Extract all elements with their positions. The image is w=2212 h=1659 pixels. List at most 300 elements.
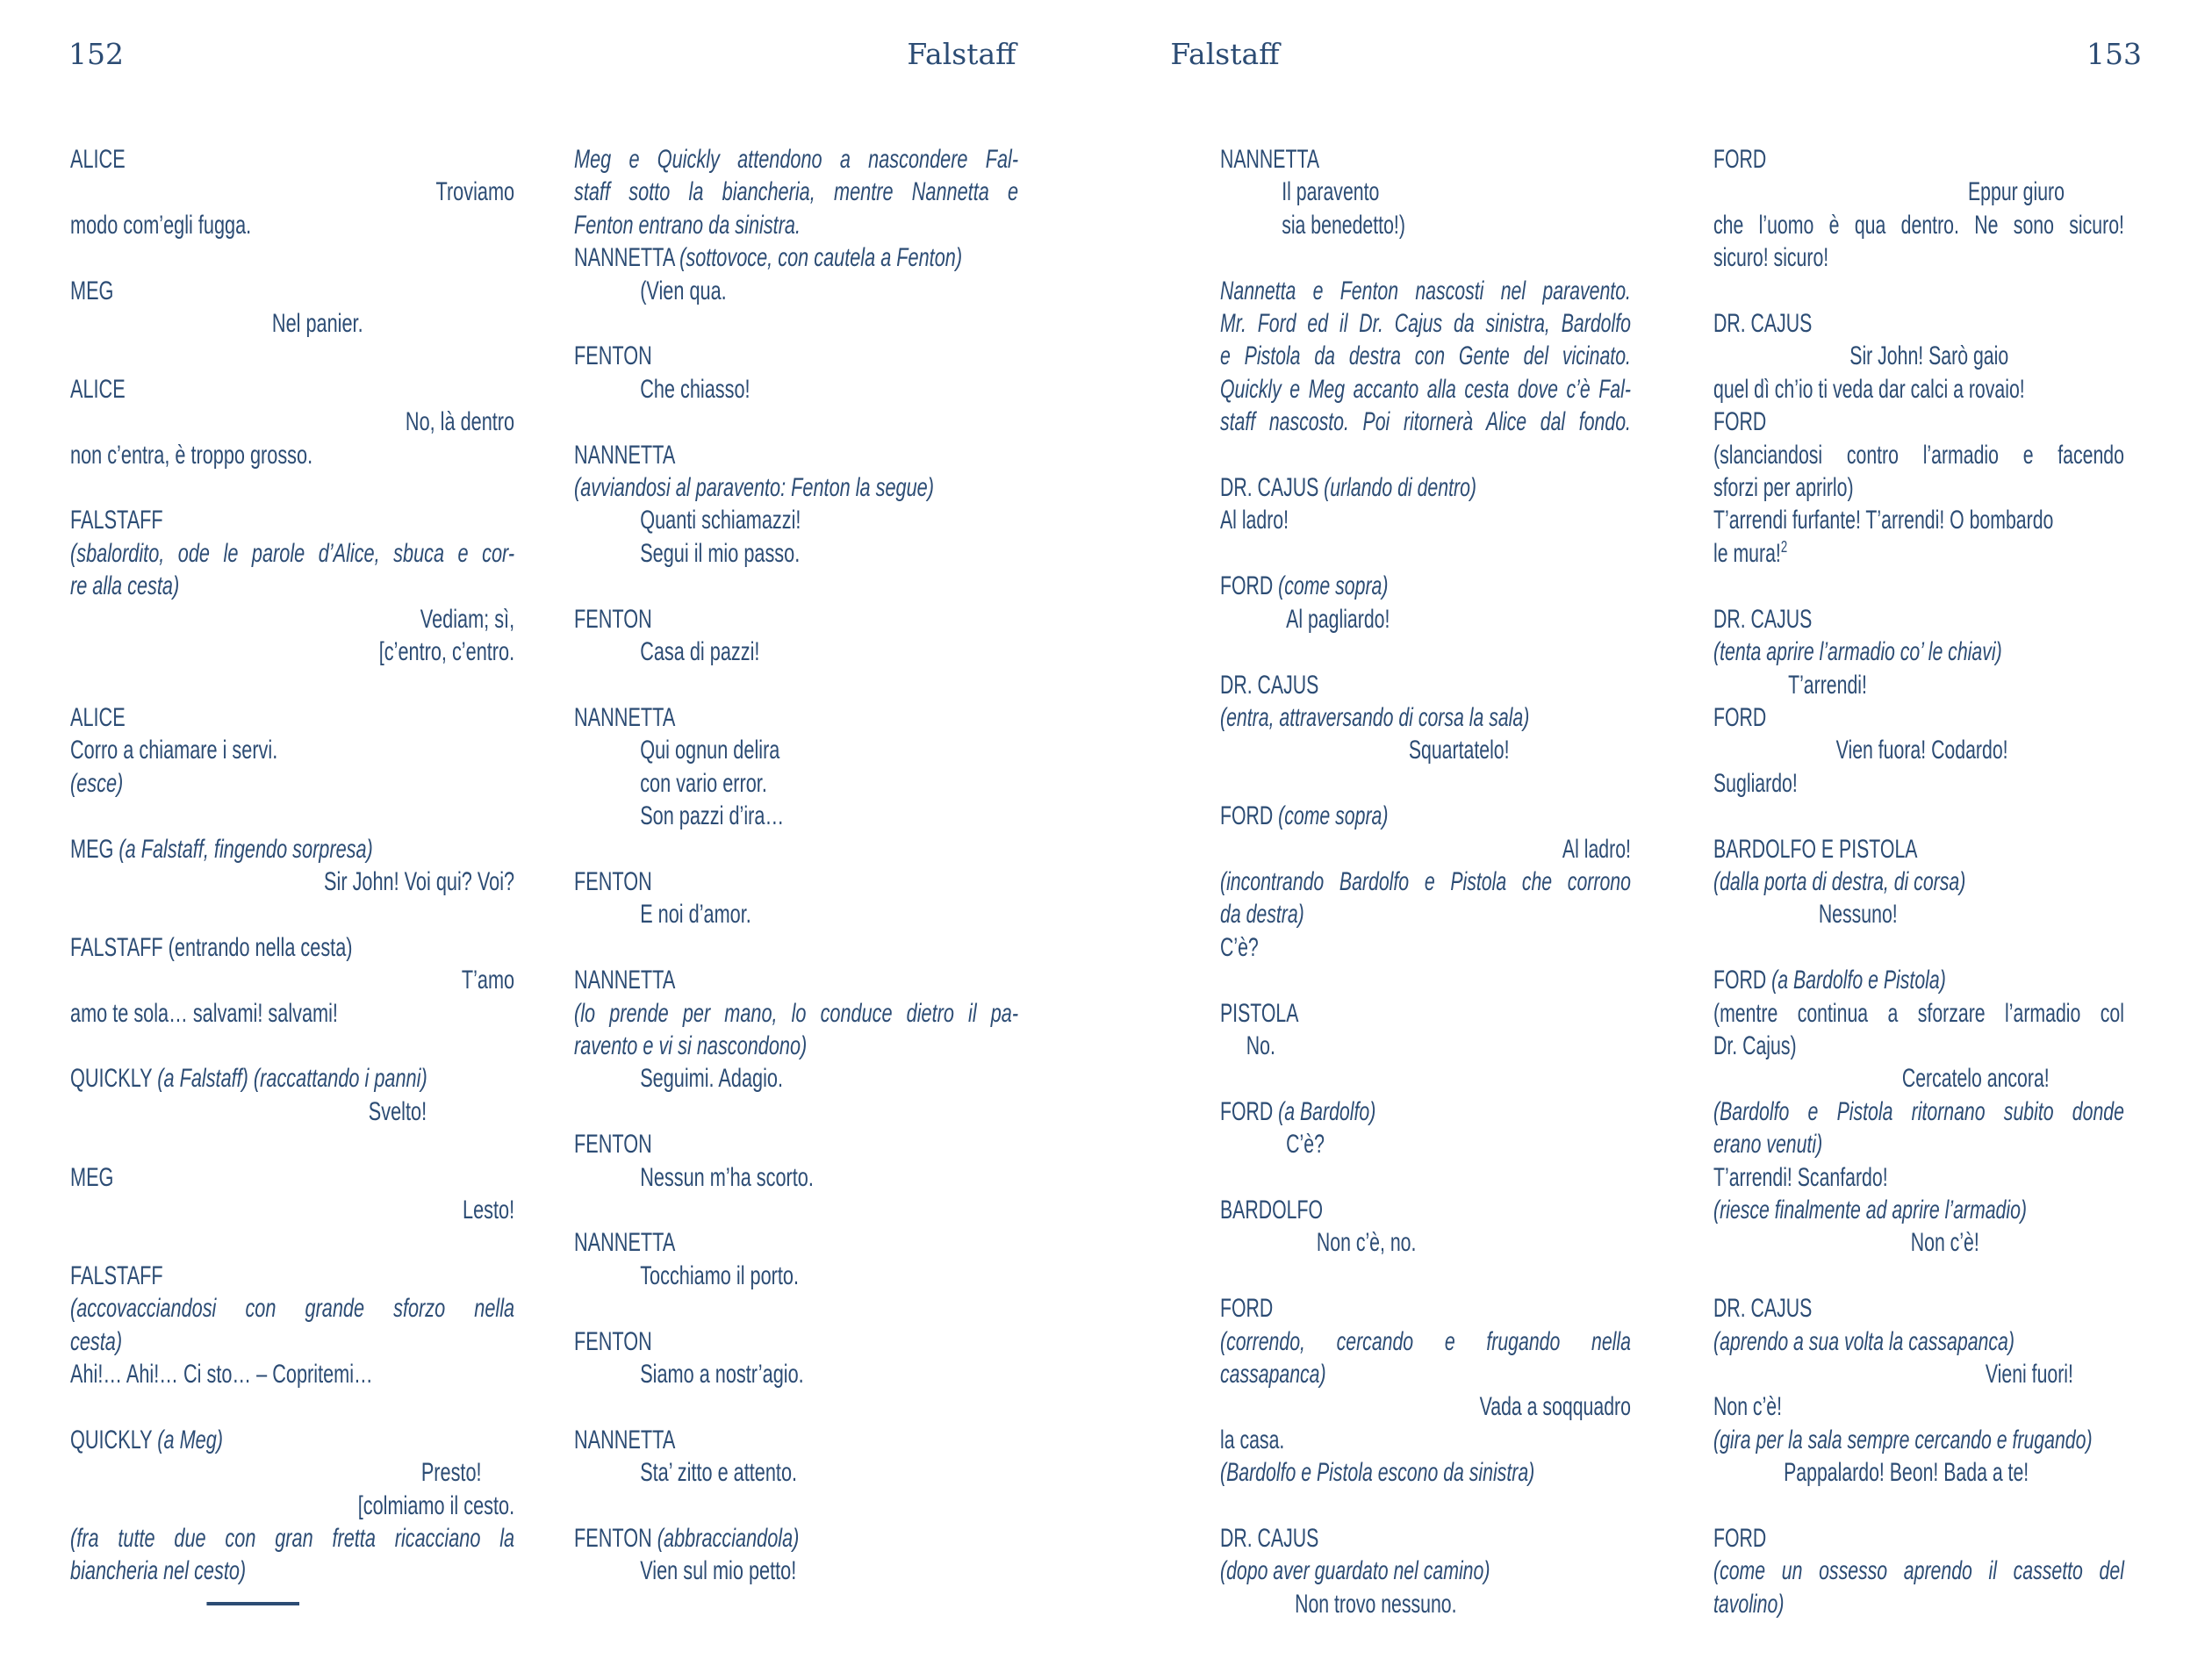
speaker-line <box>1220 1194 1631 1226</box>
stage-direction-line <box>70 1522 514 1555</box>
speaker-line <box>1220 997 1631 1030</box>
blank-line <box>1220 439 1631 471</box>
dialog-text: Pappalardo! Beon! Bada a te! <box>1784 1458 2029 1488</box>
stage-direction-line <box>70 1325 514 1358</box>
verse-line <box>1713 537 2124 570</box>
stage-direction: biancheria nel cesto) <box>70 1556 247 1586</box>
verse-line <box>1220 833 1631 865</box>
stage-direction: ravento e vi si nascondono) <box>574 1031 808 1060</box>
speaker-line <box>70 1161 514 1194</box>
speaker-line <box>574 439 1018 471</box>
dialog-text: modo com’egli fugga. <box>70 210 252 240</box>
stage-direction-line <box>1713 636 2124 668</box>
verse-line <box>70 964 514 996</box>
blank-line <box>1220 537 1631 570</box>
stage-direction: da destra) <box>1220 900 1304 930</box>
dialog-text: amo te sola… salvami! salvami! <box>70 998 338 1028</box>
speaker-line <box>574 241 1018 274</box>
stage-direction: Meg e Quickly attendono a nascondere Fal- <box>574 145 1019 174</box>
dialog-text: Nessuno! <box>1818 900 1898 930</box>
dialog-text: la casa. <box>1220 1425 1285 1454</box>
dialog-text: [c’entro, c’entro. <box>378 637 515 667</box>
stage-direction: (accovacciandosi con grande sforzo nella <box>70 1294 515 1324</box>
verse-line <box>574 734 1018 766</box>
blank-line <box>1220 1161 1631 1194</box>
blank-line <box>574 669 1018 701</box>
speaker-name: NANNETTA <box>574 1425 676 1454</box>
dialog-text: Sir John! Sarò gaio <box>1849 341 2009 371</box>
stage-direction: e Pistola da destra con Gente del vicinato. <box>1220 341 1631 371</box>
dialog-text: Vien sul mio petto! <box>640 1556 797 1586</box>
stage-direction-line <box>574 471 1018 504</box>
blank-line <box>574 1095 1018 1128</box>
dialog-text: Nessun m’ha scorto. <box>640 1162 814 1192</box>
speaker-name: ALICE <box>70 374 126 404</box>
stage-direction-line <box>1220 865 1631 898</box>
dialog-text: Tocchiamo il porto. <box>640 1260 800 1290</box>
stage-direction: staff nascosto. Poi ritornerà Alice dal fondo. <box>1220 407 1631 437</box>
speaker-name: DR. CAJUS <box>1220 670 1319 700</box>
dialog-text: Vien fuora! Codardo! <box>1835 736 2008 765</box>
speaker-line <box>574 701 1018 734</box>
speaker-name: DR. CAJUS <box>1713 309 1813 339</box>
divider-rule <box>206 1602 299 1605</box>
stage-direction-line <box>574 1030 1018 1062</box>
speaker-name: FORD <box>1220 1294 1274 1324</box>
dialog-text: T’arrendi furfante! T’arrendi! O bombardo <box>1713 506 2054 535</box>
dialog-text: sforzi per aprirlo) <box>1713 473 1854 503</box>
speaker-name: FORD <box>1713 407 1767 437</box>
stage-direction: (gira per la sala sempre cercando e frugando) <box>1713 1425 2093 1454</box>
speaker-line <box>70 1062 514 1095</box>
speaker-name: NANNETTA <box>1220 145 1320 174</box>
section-divider <box>70 1588 514 1620</box>
stage-direction-line <box>574 176 1018 208</box>
speaker-name: FORD <box>1220 571 1279 601</box>
stage-direction: (Bardolfo e Pistola ritornano subito donde <box>1713 1096 2124 1126</box>
stage-direction: (riesce finalmente ad aprire l’armadio) <box>1713 1196 2028 1224</box>
speaker-line <box>574 1128 1018 1160</box>
stage-direction-line <box>574 997 1018 1030</box>
speaker-line <box>1220 143 1631 176</box>
speaker-name: NANNETTA <box>574 243 680 273</box>
speaker-name: DR. CAJUS <box>1220 1524 1319 1554</box>
speaker-name: BARDOLFO E PISTOLA <box>1713 834 1918 864</box>
speaker-name: FORD <box>1220 801 1279 831</box>
verse-line <box>574 800 1018 832</box>
stage-direction-line <box>574 143 1018 176</box>
stage-direction: (sottovoce, con cautela a Fenton) <box>679 243 963 273</box>
dialog-text: Al ladro! <box>1562 834 1631 864</box>
stage-direction: (dopo aver guardato nel camino) <box>1220 1556 1490 1586</box>
speaker-name: QUICKLY <box>70 1425 158 1454</box>
verse-line <box>574 1555 1018 1587</box>
stage-direction-line <box>1220 373 1631 406</box>
speaker-name: NANNETTA <box>574 702 676 732</box>
speaker-name: ALICE <box>70 702 126 732</box>
speaker-line <box>574 340 1018 372</box>
dialog-text: C’è? <box>1286 1130 1325 1160</box>
dialog-text: (mentre continua a sforzare l’armadio col <box>1713 998 2124 1028</box>
verse-line <box>1220 1030 1631 1062</box>
dialog-text: Non trovo nessuno. <box>1295 1589 1457 1619</box>
speaker-name: FORD <box>1713 1524 1767 1554</box>
dialog-text: non c’entra, è troppo grosso. <box>70 440 313 470</box>
verse-line <box>70 1456 514 1489</box>
libretto-column <box>1220 143 1631 1620</box>
dialog-text: Corro a chiamare i servi. <box>70 736 278 765</box>
verse-line <box>70 603 514 636</box>
stage-direction: (a Falstaff) (raccattando i panni) <box>157 1064 427 1094</box>
verse-line <box>574 1358 1018 1390</box>
speaker-line <box>1713 833 2124 865</box>
verse-line <box>574 898 1018 930</box>
verse-line <box>1713 439 2124 471</box>
speaker-line <box>1220 800 1631 832</box>
speaker-line <box>70 1424 514 1456</box>
speaker-name: FORD <box>1713 966 1772 995</box>
speaker-name: FALSTAFF <box>70 506 163 535</box>
stage-direction-line <box>1713 865 2124 898</box>
dialog-text <box>1780 536 1788 568</box>
blank-line <box>574 1490 1018 1522</box>
dialog-text: (entrando nella cesta) <box>168 932 353 962</box>
dialog-text: Sir John! Voi qui? Voi? <box>324 866 515 896</box>
verse-line <box>1713 1358 2124 1390</box>
verse-line <box>1713 471 2124 504</box>
speaker-line <box>574 1522 1018 1555</box>
verse-line <box>70 1358 514 1390</box>
verse-line <box>1713 669 2124 701</box>
dialog-text: Vediam; sì, <box>420 604 515 634</box>
stage-direction: (incontrando Bardolfo e Pistola che corrono <box>1220 866 1631 896</box>
dialog-text: Che chiasso! <box>640 374 750 404</box>
dialog-text: Ahi!… Ahi!… Ci sto… – Copritemi… <box>70 1360 373 1390</box>
stage-direction-line <box>1220 340 1631 372</box>
running-head: Falstaff <box>907 37 1016 71</box>
blank-line <box>1713 275 2124 307</box>
dialog-text: Casa di pazzi! <box>640 637 760 667</box>
stage-direction: Nannetta e Fenton nascosti nel paravento. <box>1220 276 1631 305</box>
speaker-line <box>574 1424 1018 1456</box>
verse-line <box>70 1194 514 1226</box>
stage-direction: Fenton entrano da sinistra. <box>574 210 801 240</box>
stage-direction: cassapanca) <box>1220 1360 1326 1390</box>
running-head: Falstaff <box>1170 37 1280 71</box>
speaker-line <box>1713 603 2124 636</box>
dialog-text: che l’uomo è qua dentro. Ne sono sicuro! <box>1713 210 2124 240</box>
verse-line <box>70 734 514 766</box>
stage-direction: (a Bardolfo e Pistola) <box>1771 966 1946 995</box>
dialog-text: Troviamo <box>435 177 515 207</box>
blank-line <box>1713 931 2124 964</box>
verse-line <box>1713 241 2124 274</box>
stage-direction-line <box>1220 406 1631 438</box>
stage-direction: (come un ossesso aprendo il cassetto del <box>1713 1556 2124 1586</box>
dialog-text: C’è? <box>1220 932 1259 962</box>
verse-line <box>574 767 1018 800</box>
verse-line <box>1220 931 1631 964</box>
speaker-line <box>70 373 514 406</box>
verse-line <box>574 373 1018 406</box>
dialog-text: Vieni fuori! <box>1985 1360 2073 1390</box>
speaker-name: NANNETTA <box>574 440 676 470</box>
verse-line <box>1220 1390 1631 1423</box>
speaker-name: FENTON <box>574 1326 652 1356</box>
stage-direction-line <box>1220 701 1631 734</box>
speaker-name: MEG <box>70 834 119 864</box>
verse-line <box>1220 603 1631 636</box>
dialog-text: le mura! <box>1713 538 1781 568</box>
verse-line <box>1713 1030 2124 1062</box>
footnote-ref: 2 <box>1780 536 1788 556</box>
stage-direction: re alla cesta) <box>70 571 180 601</box>
dialog-text: (Vien qua. <box>640 276 727 305</box>
verse-line <box>70 636 514 668</box>
speaker-line <box>1220 1522 1631 1555</box>
stage-direction-line <box>1713 1095 2124 1128</box>
stage-direction: (Bardolfo e Pistola escono da sinistra) <box>1220 1458 1535 1488</box>
verse-line <box>574 275 1018 307</box>
verse-line <box>574 1456 1018 1489</box>
stage-direction-line <box>70 570 514 602</box>
stage-direction: (correndo, cercando e frugando nella <box>1220 1326 1631 1356</box>
libretto-column <box>70 143 514 1620</box>
stage-direction: (abbracciandola) <box>657 1524 800 1554</box>
speaker-name: FENTON <box>574 866 652 896</box>
stage-direction: tavolino) <box>1713 1589 1785 1619</box>
stage-direction: (aprendo a sua volta la cassapanca) <box>1713 1326 2014 1356</box>
verse-line <box>1713 176 2124 208</box>
verse-line <box>1220 176 1631 208</box>
blank-line <box>574 570 1018 602</box>
verse-line <box>1713 898 2124 930</box>
speaker-line <box>1220 669 1631 701</box>
dialog-text: sicuro! sicuro! <box>1713 243 1829 273</box>
verse-line <box>1220 504 1631 536</box>
verse-line <box>70 209 514 241</box>
speaker-name: MEG <box>70 276 114 305</box>
stage-direction: (entra, attraversando di corsa la sala) <box>1220 702 1530 732</box>
speaker-line <box>1713 143 2124 176</box>
verse-line <box>1220 209 1631 241</box>
speaker-name: FORD <box>1713 145 1767 174</box>
speaker-name: QUICKLY <box>70 1064 158 1094</box>
stage-direction-line <box>1713 1555 2124 1587</box>
speaker-name: PISTOLA <box>1220 998 1299 1028</box>
speaker-line <box>1713 1292 2124 1325</box>
speaker-line <box>574 865 1018 898</box>
blank-line <box>1713 1260 2124 1292</box>
speaker-line <box>70 833 514 865</box>
stage-direction-line <box>70 1292 514 1325</box>
stage-direction: (come sopra) <box>1278 801 1389 831</box>
blank-line <box>70 1390 514 1423</box>
verse-line <box>574 1062 1018 1095</box>
dialog-text: Non c’è, no. <box>1316 1228 1417 1258</box>
verse-line <box>1220 734 1631 766</box>
blank-line <box>574 1292 1018 1325</box>
stage-direction: (sbalordito, ode le parole d’Alice, sbuca e cor- <box>70 538 515 568</box>
verse-line <box>1713 1161 2124 1194</box>
stage-direction-line <box>1220 1555 1631 1587</box>
stage-direction-line <box>1713 1588 2124 1620</box>
verse-line <box>70 439 514 471</box>
stage-direction: Mr. Ford ed il Dr. Cajus da sinistra, Bardolfo <box>1220 309 1631 339</box>
verse-line <box>70 1490 514 1522</box>
speaker-line <box>1713 307 2124 340</box>
blank-line <box>1713 570 2124 602</box>
dialog-text: T’arrendi! <box>1788 670 1867 700</box>
speaker-line <box>70 143 514 176</box>
verse-line <box>1713 373 2124 406</box>
speaker-name: ALICE <box>70 145 126 174</box>
speaker-line <box>1220 1095 1631 1128</box>
libretto-column <box>1713 143 2124 1620</box>
dialog-text: Presto! <box>420 1458 482 1488</box>
speaker-name: DR. CAJUS <box>1220 473 1325 503</box>
verse-line <box>1713 209 2124 241</box>
speaker-name: DR. CAJUS <box>1713 1294 1813 1324</box>
speaker-line <box>1220 471 1631 504</box>
speaker-line <box>574 603 1018 636</box>
dialog-text: T’arrendi! Scanfardo! <box>1713 1162 1888 1192</box>
speaker-line <box>70 275 514 307</box>
dialog-text: Al pagliardo! <box>1286 604 1390 634</box>
stage-direction: cesta) <box>70 1326 123 1356</box>
dialog-text: Seguimi. Adagio. <box>640 1064 783 1094</box>
verse-line <box>70 307 514 340</box>
stage-direction: (come sopra) <box>1278 571 1389 601</box>
blank-line <box>70 800 514 832</box>
speaker-name: NANNETTA <box>574 966 676 995</box>
stage-direction-line <box>70 767 514 800</box>
verse-line <box>70 1095 514 1128</box>
blank-line <box>574 1390 1018 1423</box>
dialog-text: Quanti schiamazzi! <box>640 506 801 535</box>
blank-line <box>70 1128 514 1160</box>
verse-line <box>1713 1226 2124 1259</box>
dialog-text: Sta’ zitto e attento. <box>640 1458 798 1488</box>
libretto-column <box>574 143 1018 1588</box>
speaker-name: FORD <box>1220 1096 1279 1126</box>
dialog-text: (slanciandosi contro l’armadio e facendo <box>1713 440 2124 470</box>
page-number: 152 <box>68 37 124 71</box>
dialog-text: Lesto! <box>463 1196 515 1224</box>
verse-line <box>574 537 1018 570</box>
blank-line <box>1220 1260 1631 1292</box>
dialog-text: Non c’è! <box>1910 1228 1979 1258</box>
page-number: 153 <box>2086 37 2142 71</box>
speaker-name: FENTON <box>574 604 652 634</box>
verse-line <box>1220 1226 1631 1259</box>
speaker-line <box>1713 964 2124 996</box>
speaker-line <box>70 1260 514 1292</box>
dialog-text: Svelto! <box>368 1096 427 1126</box>
stage-direction-line <box>574 209 1018 241</box>
blank-line <box>1220 636 1631 668</box>
blank-line <box>574 406 1018 438</box>
verse-line <box>70 406 514 438</box>
speaker-name: FALSTAFF <box>70 932 169 962</box>
dialog-text: Eppur giuro <box>1967 177 2065 207</box>
stage-direction-line <box>1220 1358 1631 1390</box>
verse-line <box>1713 1390 2124 1423</box>
verse-line <box>1713 1456 2124 1489</box>
verse-line <box>1713 340 2124 372</box>
blank-line <box>70 669 514 701</box>
stage-direction-line <box>70 537 514 570</box>
dialog-text: Siamo a nostr’agio. <box>640 1360 804 1390</box>
stage-direction: erano venuti) <box>1713 1130 1823 1160</box>
verse-line <box>574 504 1018 536</box>
stage-direction-line <box>1713 1325 2124 1358</box>
blank-line <box>1220 1062 1631 1095</box>
stage-direction-line <box>1220 1325 1631 1358</box>
speaker-name: BARDOLFO <box>1220 1196 1324 1224</box>
stage-direction: (a Meg) <box>157 1425 223 1454</box>
verse-line <box>70 865 514 898</box>
speaker-name: FORD <box>1713 702 1767 732</box>
speaker-line <box>70 931 514 964</box>
blank-line <box>70 1226 514 1259</box>
dialog-text: Vada a soqquadro <box>1479 1392 1631 1422</box>
dialog-text: Cercatelo ancora! <box>1901 1064 2050 1094</box>
speaker-line <box>1713 406 2124 438</box>
stage-direction: (urlando di dentro) <box>1324 473 1476 503</box>
speaker-line <box>1713 1522 2124 1555</box>
verse-line <box>1713 504 2124 536</box>
dialog-text: Al ladro! <box>1220 506 1289 535</box>
speaker-name: MEG <box>70 1162 114 1192</box>
dialog-text: Non c’è! <box>1713 1392 1783 1422</box>
dialog-text: quel dì ch’io ti veda dar calci a rovaio! <box>1713 374 2025 404</box>
verse-line <box>574 636 1018 668</box>
verse-line <box>1713 734 2124 766</box>
stage-direction-line <box>1220 1456 1631 1489</box>
blank-line <box>70 471 514 504</box>
verse-line <box>70 997 514 1030</box>
speaker-line <box>1713 701 2124 734</box>
dialog-text: Son pazzi d’ira… <box>640 801 785 831</box>
blank-line <box>574 307 1018 340</box>
verse-line <box>1713 997 2124 1030</box>
speaker-line <box>574 1325 1018 1358</box>
speaker-line <box>574 1226 1018 1259</box>
dialog-text: Squartatelo! <box>1408 736 1510 765</box>
speaker-line <box>574 964 1018 996</box>
blank-line <box>1220 1490 1631 1522</box>
dialog-text: sia benedetto!) <box>1282 210 1405 240</box>
stage-direction-line <box>1713 1424 2124 1456</box>
blank-line <box>70 1030 514 1062</box>
speaker-name: FALSTAFF <box>70 1260 163 1290</box>
dialog-text: con vario error. <box>640 768 767 798</box>
stage-direction-line <box>1220 307 1631 340</box>
verse-line <box>1220 1588 1631 1620</box>
stage-direction: (avviandosi al paravento: Fenton la segue) <box>574 473 934 503</box>
blank-line <box>1220 964 1631 996</box>
dialog-text: No, là dentro <box>405 407 515 437</box>
verse-line <box>574 1161 1018 1194</box>
stage-direction-line <box>1220 898 1631 930</box>
blank-line <box>1713 1490 2124 1522</box>
stage-direction: (dalla porta di destra, di corsa) <box>1713 866 1966 896</box>
stage-direction: (a Falstaff, fingendo sorpresa) <box>118 834 373 864</box>
verse-line <box>1220 1424 1631 1456</box>
blank-line <box>1220 241 1631 274</box>
stage-direction-line <box>70 1555 514 1587</box>
